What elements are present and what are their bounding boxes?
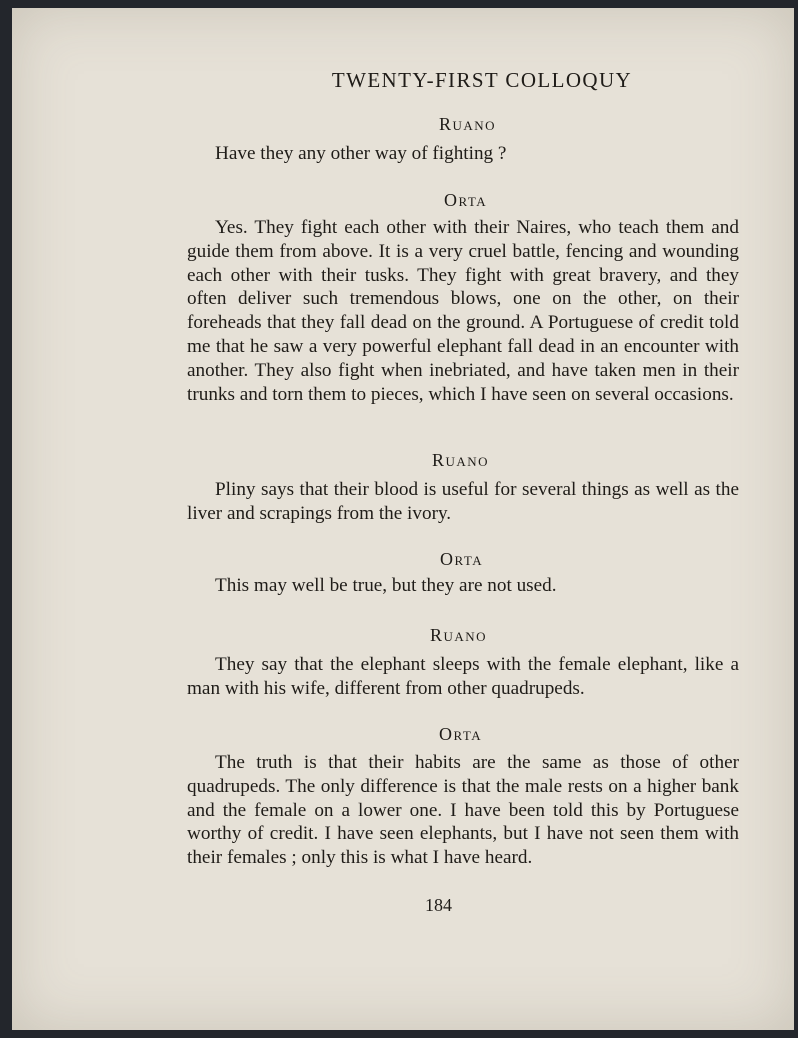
dialogue-paragraph: They say that the elephant sleeps with the female elephant, like a man with his wife, different from other quadrupeds. [187, 654, 739, 699]
dialogue-paragraph: Pliny says that their blood is useful for several things as well as the liver and scrapings from the ivory. [187, 479, 739, 524]
dialogue-paragraph: The truth is that their habits are the same as those of other quadrupeds. The only difference is that the male rests on a higher bank and the female on a lower one. I have been told this by Portuguese worthy of credit. I have seen elephants, but I have not seen them with their females ; only this is what I have heard. [187, 752, 739, 869]
dialogue-paragraph: Yes. They fight each other with their Naires, who teach them and guide them from above. It is a very cruel battle, fencing and wounding each other with their tusks. They fight with great bravery, and they often deliver such tremendous blows, one on the other, on their foreheads that they fall dead on the ground. A Portuguese of credit told me that he saw a very powerful elephant fall dead in an encounter with another. They also fight when inebriated, and have taken men in their trunks and torn them to pieces, which I have seen on several occasions. [187, 217, 739, 405]
speaker-label: Ruano [432, 450, 490, 470]
page-number: 184 [425, 895, 452, 915]
speaker-label: Orta [444, 190, 488, 210]
speaker-label: Orta [440, 549, 484, 569]
book-page [12, 8, 794, 1030]
dialogue-paragraph: This may well be true, but they are not used. [215, 575, 557, 596]
running-header: TWENTY-FIRST COLLOQUY [331, 68, 633, 92]
speaker-label: Orta [439, 724, 483, 744]
dialogue-paragraph: Have they any other way of fighting ? [215, 143, 507, 164]
speaker-label: Ruano [439, 114, 497, 134]
speaker-label: Ruano [430, 625, 488, 645]
